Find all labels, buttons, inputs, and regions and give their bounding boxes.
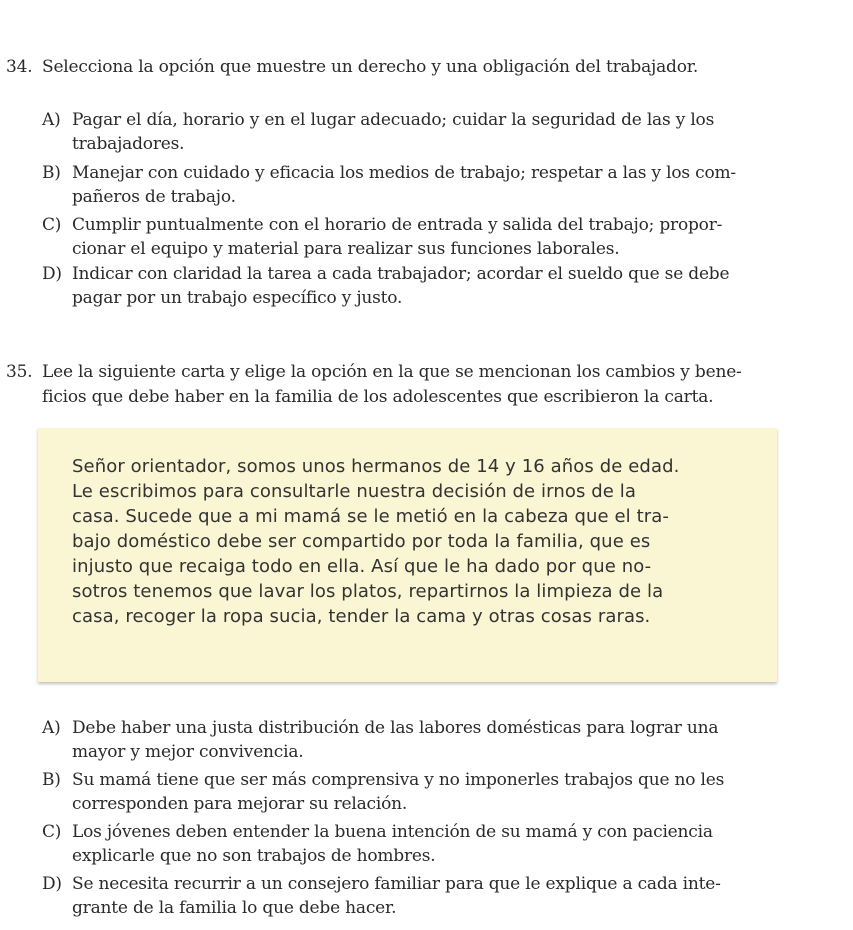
option-text-line2: explicarle que no son trabajos de hombres.: [72, 846, 436, 866]
letter-line: injusto que recaiga todo en ella. Así que le ha dado por que no-: [72, 556, 652, 577]
option-letter: D): [42, 874, 62, 894]
option-text-line1: Debe haber una justa distribución de las labores domésticas para lograr una: [72, 718, 719, 738]
option-letter: A): [42, 110, 61, 130]
option-text-line1: Cumplir puntualmente con el horario de entrada y salida del trabajo; propor-: [72, 215, 723, 235]
letter-line: Le escribimos para consultarle nuestra decisión de irnos de la: [72, 481, 637, 502]
letter-line: casa. Sucede que a mi mamá se le metió en la cabeza que el tra-: [72, 506, 669, 527]
option-text-line2: pañeros de trabajo.: [72, 187, 236, 207]
q34-option-b[interactable]: [42, 161, 787, 209]
q34-option-d[interactable]: [42, 262, 787, 310]
option-text-line1: Pagar el día, horario y en el lugar adecuado; cuidar la seguridad de las y los: [72, 110, 715, 130]
q34-option-a[interactable]: [42, 108, 787, 156]
option-text-line1: Los jóvenes deben entender la buena intención de su mamá y con paciencia: [72, 822, 713, 842]
question-35-text-line2: ficios que debe haber en la familia de los adolescentes que escribieron la carta.: [42, 387, 714, 407]
letter-box: [38, 428, 777, 682]
question-35-text-line1: Lee la siguiente carta y elige la opción en la que se mencionan los cambios y bene-: [42, 362, 742, 382]
option-text-line2: grante de la familia lo que debe hacer.: [72, 898, 397, 918]
question-34-number: 34.: [6, 57, 33, 77]
letter-line: sotros tenemos que lavar los platos, repartirnos la limpieza de la: [72, 581, 664, 602]
option-text-line2: trabajadores.: [72, 134, 185, 154]
q35-option-a[interactable]: [42, 716, 787, 764]
option-text-line1: Indicar con claridad la tarea a cada trabajador; acordar el sueldo que se debe: [72, 264, 730, 284]
letter-line: Señor orientador, somos unos hermanos de 14 y 16 años de edad.: [72, 456, 680, 477]
option-letter: C): [42, 215, 62, 235]
option-letter: C): [42, 822, 62, 842]
q35-option-c[interactable]: [42, 820, 787, 868]
option-text-line1: Se necesita recurrir a un consejero familiar para que le explique a cada inte-: [72, 874, 721, 894]
q35-option-b[interactable]: [42, 768, 787, 816]
option-text-line2: cionar el equipo y material para realizar sus funciones laborales.: [72, 239, 620, 259]
question-34-text: Selecciona la opción que muestre un derecho y una obligación del trabajador.: [42, 57, 699, 77]
option-text-line2: mayor y mejor convivencia.: [72, 742, 304, 762]
option-letter: B): [42, 770, 61, 790]
letter-line: bajo doméstico debe ser compartido por toda la familia, que es: [72, 531, 651, 552]
option-text-line2: corresponden para mejorar su relación.: [72, 794, 408, 814]
option-letter: D): [42, 264, 62, 284]
question-34-stem: [6, 55, 796, 80]
question-35-number: 35.: [6, 362, 33, 382]
option-letter: B): [42, 163, 61, 183]
question-35-stem: [6, 360, 796, 410]
letter-line: casa, recoger la ropa sucia, tender la cama y otras cosas raras.: [72, 606, 651, 627]
q35-option-d[interactable]: [42, 872, 787, 920]
option-text-line1: Manejar con cuidado y eficacia los medios de trabajo; respetar a las y los com-: [72, 163, 736, 183]
option-text-line2: pagar por un trabajo específico y justo.: [72, 288, 403, 308]
letter-text: [72, 454, 762, 629]
option-letter: A): [42, 718, 61, 738]
q34-option-c[interactable]: [42, 213, 787, 261]
option-text-line1: Su mamá tiene que ser más comprensiva y no imponerles trabajos que no les: [72, 770, 725, 790]
